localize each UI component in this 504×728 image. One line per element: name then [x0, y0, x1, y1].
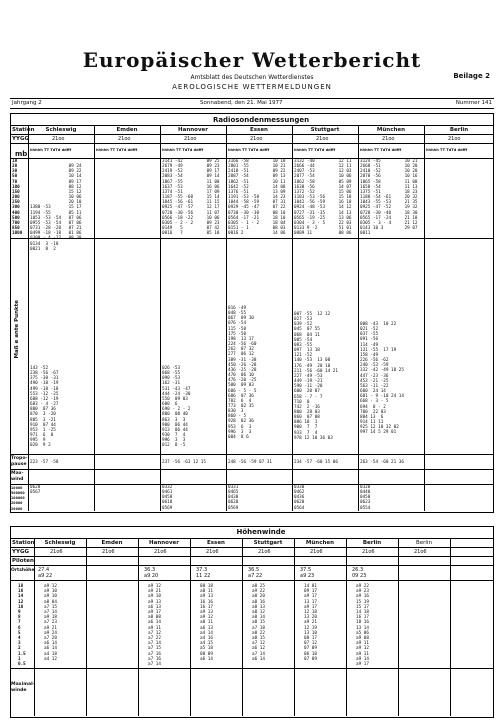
- mb-label: mb: [15, 150, 28, 158]
- hw-station-3: Essen: [207, 540, 225, 546]
- muenchen-data: 3124 -45 2668 -51 2410 -52 2078 -56 1865 -58 1658 -54 1375 -51 1188 -54 -61 1043 -55 -53 0925 -47 -52 0728 -30 -40 0565 -17 -24 0305 - 3 - 4 0143 10 3 0011: [360, 159, 392, 237]
- low-stuttgart: 0330 0462 0436 0620 0564: [294, 485, 305, 511]
- time-6: 21oo: [448, 136, 461, 142]
- station-essen: Essen: [250, 127, 268, 133]
- stuttgart-data: 3132 -40 2666 -44 2407 -53 2077 -54 1862 -58 1638 -56 1372 -52 1183 -53 -56 1042 -56 -59 0924 -48 -53 0727 -31 -35 0565 -19 -25 0304 - 3 - 5 0133 9 -2 0009 11: [294, 159, 326, 237]
- station-schleswig: Schleswig: [45, 127, 77, 133]
- hw-time-1: 21o6: [102, 549, 115, 555]
- pilot-2: 37.3: [196, 567, 208, 573]
- page-subtitle: Amtsblatt des Deutschen Wetterdienstes: [190, 74, 314, 81]
- hw-time-3: 21o6: [206, 549, 219, 555]
- hw-col-6: a9 22 a9 23 a9 16 15 19 15 17 14 18 16 17 18 16 13 14 a5 06 a9 08 a9 11 a9 12 a9 11 a9 14 a9 17: [356, 584, 369, 668]
- pilot-5: 26.3: [352, 567, 364, 573]
- hw-yygg-label: YYGG: [12, 549, 29, 555]
- col-header-2: hhhhh TT TdTd ddfff: [162, 148, 204, 152]
- maxwind-label: Max- wind: [11, 471, 24, 482]
- muenchen-sig: 008 -43 10 22 021 -52 037 -55 091 -56 114 -49 131 -55 17 19 158 -49 226 -56 -62 240 -53 -59 332 -42 -49 18 25 447 -23 -36 453 -21 -25 563 -11 -22 600 24 14 601 - 9 -10 24 14 668 - 3 - 5 694 0 - 2 700 22 03 884 13 6 914 11 11 925 12 10 32 02 997 14 5 29 01: [360, 322, 404, 436]
- ort-5: 09 23: [352, 573, 367, 579]
- tropo-essen: 248 -56 -59 07 31: [228, 460, 272, 465]
- station-stuttgart: Stuttgart: [310, 127, 340, 133]
- hw-station-6: Berlin: [362, 540, 382, 546]
- hw-col-2: a9 12 a9 21 a9 10 a9 13 a6 13 a9 17 a8 08 a6 14 a9 11 a7 12 a7 22 a7 14 a7 15 a7 16 a7 16 a7 14: [148, 584, 161, 668]
- time-3: 21oo: [250, 136, 263, 142]
- essen-wind: 10 18 10 21 09 22 09 13 10 11 14 08 13 09 14 23 07 31 07 22 08 10 18 10 18 04 08 03 14 06: [272, 159, 286, 237]
- hw-station-1: Emden: [101, 540, 123, 546]
- low-muenchen: 0328 0440 0450 0623 0554: [360, 485, 371, 511]
- ort-4: a9 23: [300, 573, 315, 579]
- stuttgart-sig: 007 -55 12 12 027 -53 039 -52 045 07 55 068 04 11 085 -54 083 -55 097 13 18 121 -52 140 -53 13 08 176 -49 20 10 211 -56 -60 14 21 227 -49 -53 449 -19 -21 590 -11 -20 600 20 07 658 - 7 - 7 710 0 742 2 -16 800 28 03 860 07 08 886 10 1 900 7 7 933 7 4 978 12 10 36 03: [294, 312, 338, 441]
- tropo-muenchen: 263 -54 -60 21 36: [360, 460, 404, 465]
- hw-col-4: a8 25 a9 22 a8 20 a8 16 a8 13 a8 12 a8 14 a8 15 a7 18 a8 22 a8 15 a7 12 a6 12 a7 14 a6 14: [252, 584, 265, 662]
- hw-station-4: Stuttgart: [253, 540, 283, 546]
- schleswig-data: 1380 -53 1194 -55 1053 -53 -54 0955 -53 -54 0731 -28 -20 0499 -18 -18 0309 - 4 -27 0134 3 -18 0021 8 2: [30, 205, 62, 252]
- hw-time-0: 21o6: [50, 549, 63, 555]
- hw-col-0: a9 12 a9 10 a9 10 a8 04 a7 15 a7 14 a9 18 a7 23 a9 21 a9 24 a7 20 a6 14 a6 14 a4 18 a4 12: [44, 584, 57, 662]
- jahrgang: Jahrgang 2: [12, 100, 42, 106]
- col-header-5: hhhhh TT TdTd ddfff: [360, 148, 402, 152]
- col-header-1: hhhhh TT TdTd ddfff: [96, 148, 138, 152]
- low-essen: 0331 0465 0438 0620 0569: [228, 485, 239, 511]
- hw-station-2: Hannover: [149, 540, 179, 546]
- hoehenwinde-title: Höhenwinde: [236, 528, 286, 536]
- hw-time-6: 21o6: [362, 549, 375, 555]
- ort-2: 11 22: [196, 573, 211, 579]
- tropo-hannover: 237 -56 -63 12 15: [162, 460, 206, 465]
- hw-col-5: 14 01 09 17 a9 17 13 17 a9 17 12 18 13 20 a9 21 12 19 13 10 08 17 07 12 07 09 06 10 07 09: [304, 584, 317, 662]
- yygg-label: YYGG: [12, 136, 29, 142]
- issue-number: Nummer 141: [455, 100, 492, 106]
- pilot-3: 36.5: [248, 567, 260, 573]
- pilot-0: 27.4: [38, 567, 50, 573]
- hw-station-0: Schleswig: [44, 540, 76, 546]
- essen-data: 3166 -58 2801 -55 2418 -51 2087 -54 1862 -51 1642 -52 1376 -51 1191 -53 -58 1044 -58 -59 0929 -45 -47 0730 -30 -30 0564 -17 -21 0305 - 1 - 2 0151 - 1 0016 2: [228, 159, 260, 237]
- col-header-0: hhhhh TT TdTd ddfff: [30, 148, 72, 152]
- time-2: 21oo: [184, 136, 197, 142]
- low-hannover: 0332 0461 0450 0618 0569: [162, 485, 173, 511]
- significant-points-label: Maß e ante Punkte: [14, 300, 20, 359]
- col-header-4: hhhhh TT TdTd ddfff: [294, 148, 336, 152]
- station-emden: Emden: [116, 127, 138, 133]
- section-subtitle: AEROLOGISCHE WETTERMELDUNGEN: [172, 83, 332, 91]
- hw-station-5: München: [305, 540, 335, 546]
- issue-line: [10, 98, 494, 109]
- hw-time-5: 21o6: [310, 549, 323, 555]
- pilot-label: Piloten: [12, 558, 34, 564]
- ort-1: a9 20: [144, 573, 159, 579]
- muenchen-wind: 10 21 10 20 10 20 10 16 11 08 11 13 18 23 20 32 21 35 19 32 18 30 21 18 21 12 29 07: [404, 159, 418, 232]
- time-4: 21oo: [316, 136, 329, 142]
- hw-station-label: Station: [12, 540, 35, 546]
- issue-date: Sonnabend, den 21. Mai 1977: [200, 100, 283, 106]
- ort-0: a9 22: [38, 573, 53, 579]
- station-label: Station: [12, 127, 35, 133]
- station-berlin: Berlin: [449, 127, 469, 133]
- pilot-1: 36.3: [144, 567, 156, 573]
- essen-sig: 016 -49 048 -55 067 09 10 076 -54 115 -50 175 -50 198 13 17 224 -56 -60 262 07 32 277 06 12 389 -31 -38 450 -26 -28 436 -25 -28 470 06 10 476 -20 -25 500 09 03 606 - 5 - 5 686 07 36 782 6 4 773 02 35 830 3 860 - 5 928 02 36 953 6 3 996 3 3 004 8 6: [228, 306, 257, 440]
- stuttgart-wind: 12 11 12 11 12 03 10 06 05 09 14 07 15 06 15 18 16 18 14 12 14 13 13 06 22 03 51 01 08 06: [338, 159, 352, 237]
- hannover-wind: 09 25 09 23 09 17 09 14 11 08 16 06 17 09 15 14 11 15 12 17 11 07 10 06 09 23 07 42 05 18: [206, 159, 220, 237]
- hannover-data: 3141 -42 2679 -49 2419 -52 2083 -54 1867 -55 1637 -53 1374 -51 1187 -55 -60 1045 -56 -61 0925 -47 -57 0728 -30 -56 0566 -18 -22 0305 - 2 - 2 0149 5 0016 7: [162, 159, 194, 237]
- hw-col-3: 08 18 a8 11 a9 13 16 16 16 17 a9 13 a9 12 a8 11 a6 13 a4 14 a4 16 a4 15 a5 18 08 09 a6 14: [200, 584, 213, 662]
- low-schleswig: 0628 0567: [30, 485, 41, 496]
- ort-3: a7 22: [248, 573, 263, 579]
- col-header-6: hhhhh TT TdTd ddfff: [426, 148, 468, 152]
- hw-time-4: 21o6: [258, 549, 271, 555]
- time-0: 21oo: [52, 136, 65, 142]
- page-title: Europäischer Wetterbericht: [82, 48, 422, 72]
- hw-station-7: Berlin: [416, 540, 432, 546]
- pilot-4: 37.5: [300, 567, 312, 573]
- hannover-sig: 026 -53 068 -55 090 -53 162 -31 531 -43 -47 444 -24 -30 550 09 03 600 6 690 - 2 - 2 800 08 40 863 3 3 900 06 44 913 06 44 930 7 4 996 3 3 012 8 -5: [162, 366, 191, 449]
- hw-time-2: 21o6: [154, 549, 167, 555]
- time-1: 21oo: [118, 136, 131, 142]
- low-levels: 10000 500000 100000 20000 20000: [11, 485, 25, 511]
- schleswig-sig: 143 -52 238 -56 -67 375 -30 -31 490 -18 -19 499 -18 -18 553 -12 -25 608 -12 -19 683 - 4 -27 800 07 36 870 3 -20 885 3 -21 910 07 44 953 1 -25 971 6 0 995 9 020 9 2: [30, 366, 59, 449]
- station-hannover: Hannover: [178, 127, 208, 133]
- radiosonde-title: Radiosondenmessungen: [212, 116, 310, 124]
- ortshoehe-label: Ortshöhe: [11, 568, 35, 573]
- col-header-3: hhhhh TT TdTd ddfff: [228, 148, 270, 152]
- time-5: 21oo: [382, 136, 395, 142]
- tropopause-label: Tropo- pause: [11, 456, 28, 467]
- station-muenchen: München: [376, 127, 406, 133]
- height-levels: 18 16 14 12 10 9 8 7 6 5 4 3 2 1.5 1 0.5: [18, 584, 26, 668]
- pressure-levels: 10 20 30 50 70 100 150 200 250 300 400 500 700 850 1000: [12, 159, 23, 237]
- schleswig-wind: 09 24 09 22 10 14 09 17 08 12 15 12 10 06 20 10 15 17 05 11 07 06 07 06 07 21 01 06 08 30: [68, 164, 82, 242]
- tropo-stuttgart: 234 -57 -60 15 06: [294, 460, 338, 465]
- tropo-schleswig: 223 -57 -58: [30, 460, 59, 465]
- maximalwinde-label: Maximal- winde: [11, 682, 35, 693]
- hw-time-7: 21o6: [414, 549, 427, 555]
- beilage-label: Beilage 2: [453, 72, 490, 80]
